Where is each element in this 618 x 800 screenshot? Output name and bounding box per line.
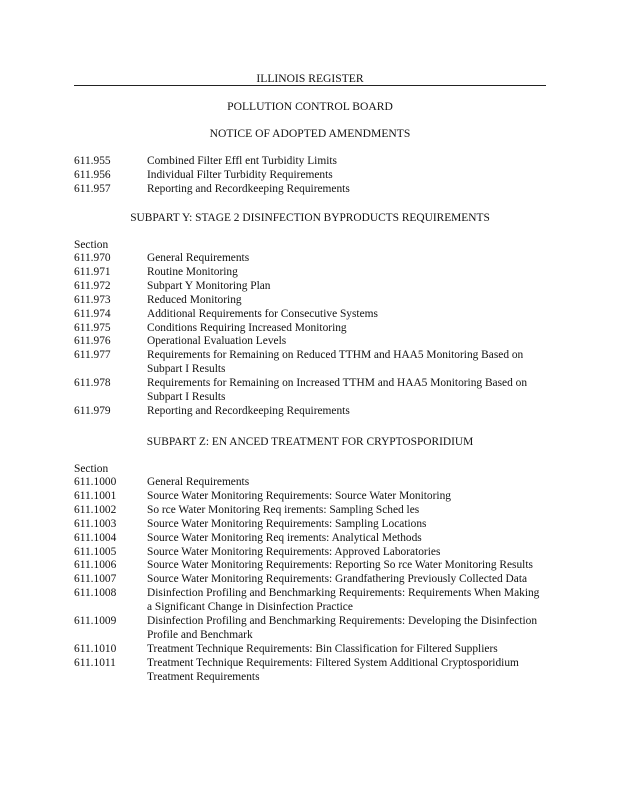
- section-title: Treatment Technique Requirements: Filtered System Additional Cryptosporidium Treatment Requirements: [147, 656, 519, 683]
- list-item: [74, 615, 544, 643]
- list-item: [74, 490, 544, 504]
- section-number: 611.1002: [74, 503, 117, 516]
- list-item: [74, 322, 544, 336]
- section-number: 611.970: [74, 252, 111, 264]
- list-item: [74, 183, 544, 197]
- section-title: Conditions Requiring Increased Monitoring: [147, 321, 347, 334]
- list-item: [74, 155, 544, 169]
- section-number: 611.979: [74, 404, 111, 417]
- list-item: [74, 335, 544, 349]
- section-title: Disinfection Profiling and Benchmarking Requirements: Requirements When Making a Significant Change in Disinfection Practice: [147, 587, 540, 614]
- section-title: Source Water Monitoring Requirements: Grandfathering Previously Collected Data: [147, 573, 528, 586]
- section-title: Additional Requirements for Consecutive Systems: [147, 307, 378, 320]
- section-number: 611.1001: [74, 489, 117, 502]
- section-number: 611.1007: [74, 573, 117, 586]
- list-item: [74, 518, 544, 532]
- list-item: [74, 294, 544, 308]
- subpart-y-list: [74, 252, 544, 419]
- list-item: [74, 280, 544, 294]
- section-title: Reporting and Recordkeeping Requirements: [147, 404, 350, 417]
- top-section-list: [74, 155, 544, 197]
- section-number: 611.1009: [74, 615, 117, 628]
- header-rule: [74, 85, 546, 86]
- list-item: [74, 546, 544, 560]
- section-number: 611.955: [74, 155, 111, 167]
- section-number: 611.1000: [74, 476, 117, 488]
- subpart-y-section-label: Section: [74, 239, 109, 251]
- register-title: ILLINOIS REGISTER: [256, 72, 364, 85]
- section-number: 611.975: [74, 321, 111, 334]
- list-item: [74, 377, 544, 405]
- section-number: 611.957: [74, 182, 111, 195]
- section-number: 611.1011: [74, 656, 116, 669]
- list-item: [74, 532, 544, 546]
- list-item: [74, 657, 544, 685]
- list-item: [74, 252, 544, 266]
- section-number: 611.1008: [74, 587, 117, 600]
- list-item: [74, 504, 544, 518]
- list-item: [74, 559, 544, 573]
- section-number: 611.956: [74, 168, 111, 181]
- subpart-z-list: [74, 476, 544, 685]
- list-item: [74, 308, 544, 322]
- section-title: General Requirements: [147, 252, 250, 264]
- section-title: Combined Filter Effl ent Turbidity Limits: [147, 155, 337, 167]
- section-number: 611.1010: [74, 642, 117, 655]
- section-title: Source Water Monitoring Requirements: Reporting So rce Water Monitoring Results: [147, 559, 533, 572]
- list-item: [74, 266, 544, 280]
- section-title: General Requirements: [147, 476, 250, 488]
- section-title: Subpart Y Monitoring Plan: [147, 279, 271, 292]
- section-number: 611.1005: [74, 545, 117, 558]
- section-number: 611.971: [74, 265, 111, 278]
- section-title: Reduced Monitoring: [147, 293, 242, 306]
- section-title: Reporting and Recordkeeping Requirements: [147, 182, 350, 195]
- section-number: 611.974: [74, 307, 111, 320]
- section-title: Source Water Monitoring Req irements: Analytical Methods: [147, 531, 422, 544]
- subpart-z-heading: SUBPART Z: EN ANCED TREATMENT FOR CRYPTOSPORIDIUM: [146, 436, 474, 448]
- section-title: Disinfection Profiling and Benchmarking Requirements: Developing the Disinfection Profile and Benchmark: [147, 615, 538, 641]
- section-number: 611.1003: [74, 517, 117, 530]
- notice-title: NOTICE OF ADOPTED AMENDMENTS: [209, 127, 411, 140]
- subpart-y-heading: SUBPART Y: STAGE 2 DISINFECTION BYPRODUCTS REQUIREMENTS: [130, 212, 490, 224]
- section-number: 611.1004: [74, 531, 117, 544]
- list-item: [74, 573, 544, 587]
- section-title: Operational Evaluation Levels: [147, 335, 287, 348]
- list-item: [74, 169, 544, 183]
- list-item: [74, 349, 544, 377]
- list-item: [74, 476, 544, 490]
- list-item: [74, 405, 544, 419]
- section-title: Source Water Monitoring Requirements: Approved Laboratories: [147, 545, 441, 558]
- section-title: Source Water Monitoring Requirements: Source Water Monitoring: [147, 489, 451, 502]
- subpart-z-section-label: Section: [74, 463, 109, 475]
- section-number: 611.973: [74, 293, 111, 306]
- board-title: POLLUTION CONTROL BOARD: [227, 100, 393, 113]
- section-number: 611.972: [74, 279, 111, 292]
- section-number: 611.976: [74, 335, 111, 348]
- section-title: Individual Filter Turbidity Requirements: [147, 168, 333, 181]
- section-title: Source Water Monitoring Requirements: Sampling Locations: [147, 517, 427, 530]
- section-title: Requirements for Remaining on Reduced TTHM and HAA5 Monitoring Based on Subpart I Results: [147, 349, 524, 376]
- list-item: [74, 587, 544, 615]
- section-number: 611.977: [74, 349, 111, 362]
- section-title: Treatment Technique Requirements: Bin Classification for Filtered Suppliers: [147, 642, 498, 655]
- section-title: So rce Water Monitoring Req irements: Sampling Sched les: [147, 503, 420, 516]
- section-number: 611.978: [74, 377, 111, 390]
- section-title: Requirements for Remaining on Increased TTHM and HAA5 Monitoring Based on Subpart I Results: [147, 377, 528, 404]
- section-title: Routine Monitoring: [147, 265, 238, 278]
- section-number: 611.1006: [74, 559, 117, 572]
- list-item: [74, 643, 544, 657]
